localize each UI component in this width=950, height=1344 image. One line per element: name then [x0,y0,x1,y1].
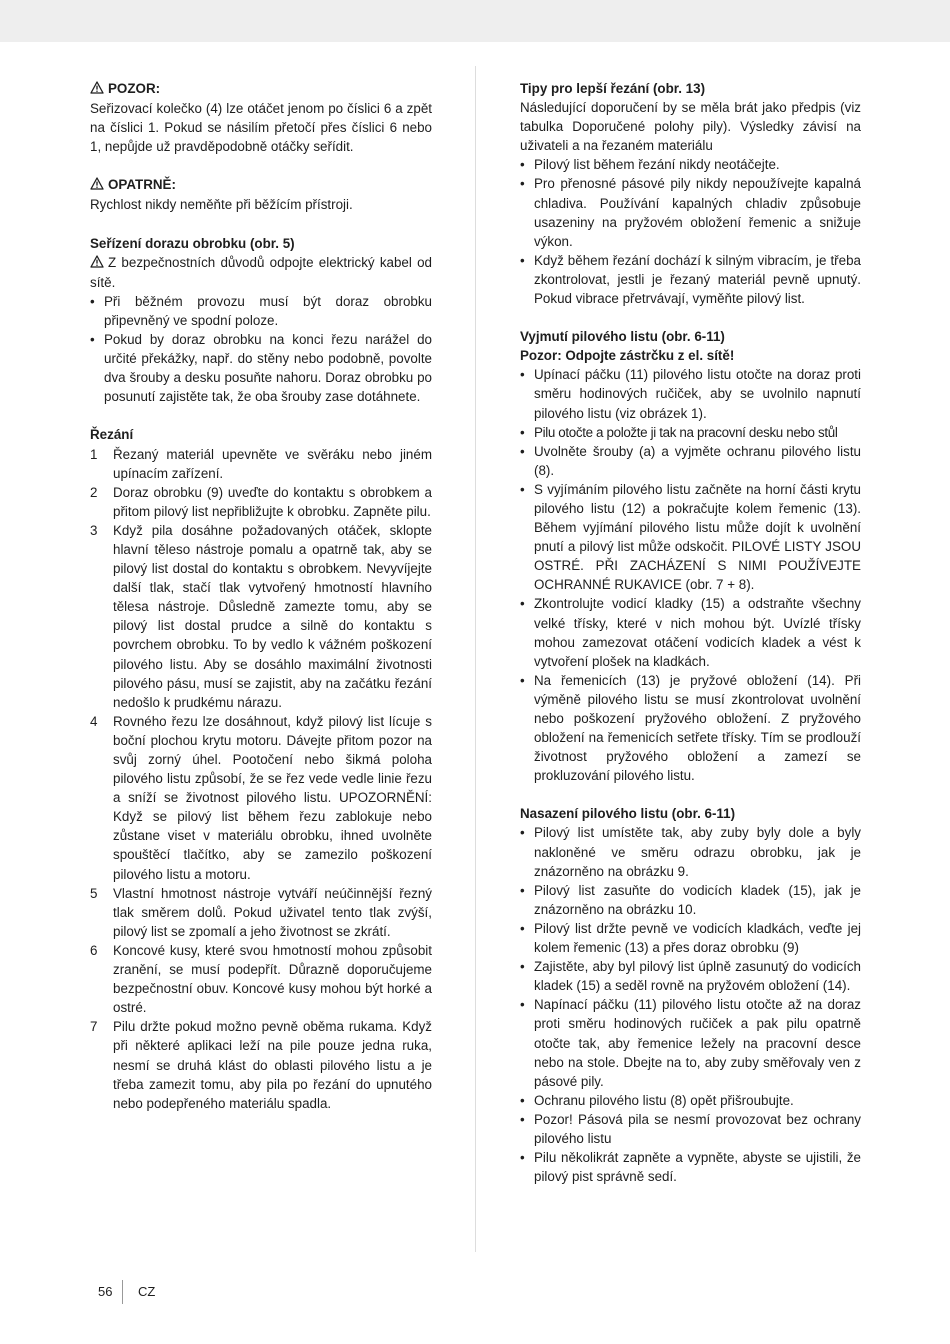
vyjmuti-subheading: Pozor: Odpojte zástrčku z el. sítě! [520,348,735,364]
step-text: Pilu držte pokud možno pevně oběma rukama. Když při některé aplikaci leží na pile pouze jedna ruka, nesmí se druhá klást do oblasti pilového listu a je třeba zamezit tomu, aby pila po řezání do upnutého nebo podepřeného materiálu spadla. [113,1019,432,1111]
step-number: 6 [90,942,98,958]
step-number: 2 [90,484,98,500]
tipy-intro: Následující doporučení by se měla brát jako předpis (viz tabulka Doporučené polohy pily). Výsledky závisí na uživateli a na řezaném materiálu [520,100,861,154]
list-item: • Pilový list zasuňte do vodicích kladek (15), jak je znázorněno na obrázku 10. [520,881,861,919]
list-item [90,941,432,1017]
footer-separator [122,1280,123,1304]
column-divider [475,66,476,1252]
vyjmuti-heading: Vyjmutí pilového listu (obr. 6-11) [520,329,725,345]
step-text: Když pila dosáhne požadovaných otáček, sklopte hlavní těleso nástroje pomalu a opatrně tak, aby se pilový list dostal do kontaktu s obrobkem. Nevyvíjejte další tlak, stačí tlak vytvořený hmotností hlavního tělesa nástroje. Důsledně zamezte tomu, aby se pilový list dostal prudce a silně do kontaktu s povrchem obrobku. To by vedlo k vážném poškození pilového listu. Aby se dosáhlo maximální životnosti pilového pásu, musí se zajistit, aby na začátku řezání nedošlo k prudkému nárazu. [113,522,432,710]
list-item: • Na řemenicích (13) je pryžové obložení (14). Při výměně pilového listu se musí zkontrolovat uvolnění nebo poškození pryžového obložení. Z pryžového obložení na řemenicích setřete třísky. Tím se prodlouží životnost pryžového obložení a zamezí se prokluzování pilového listu. [520,671,861,786]
list-item: • Pilu několikrát zapněte a vypněte, abyste se ujistili, že pilový pist správně sedí. [520,1148,861,1186]
step-text: Rovného řezu lze dosáhnout, když pilový list lícuje s boční plochou krytu motoru. Dávejte přitom pozor na svůj zorný úhel. Pootočení nebo šikmá poloha pilového listu způsobí, že se řez vede vedle linie řezu a sníží se životnost pilového listu. UPOZORNĚNÍ: Když se pilový list během řezu zablokuje nebo zůstane viset v materiálu obrobku, ihned uvolněte spouštěcí tlačítko, aby se zamezilo poškození pilového listu a motoru. [113,713,432,882]
list-item: • Napínací páčku (11) pilového listu otočte až na doraz proti směru hodinových ručiček a pak pilu opatrně otočte tak, aby řemenice ležely na pracovní desce nebo na stole. Dbejte na to, aby zuby směřovaly ven z pásové pily. [520,995,861,1090]
list-item [90,521,432,712]
list-item [90,1017,432,1112]
warning-triangle-icon [90,80,104,99]
warning-triangle-icon [90,254,104,273]
list-item: • Pilu otočte a položte ji tak na pracovní desku nebo stůl [520,423,861,442]
doraz-warning [90,253,432,292]
list-item: • Pozor! Pásová pila se nesmí provozovat bez ochrany pilového listu [520,1110,861,1148]
list-item: • Pilový list umístěte tak, aby zuby byly dole a byly nakloněné ve směru odrazu obrobku, jak je znázorněno na obrázku 9. [520,823,861,880]
pozor-text: Seřizovací kolečko (4) lze otáčet jenom po číslici 6 a zpět na číslici 1. Pokud se násilím přetočí přes číslici 6 nebo 1, nepůjde už pravděpodobně otáčky seřídit. [90,101,432,155]
tipy-list [520,155,861,308]
nasazeni-list [520,823,861,1186]
list-item: • Upínací páčku (11) pilového listu otočte na doraz proti směru hodinových ručiček, aby se uvolnilo napnutí pilového listu (viz obrázek 1). [520,365,861,422]
list-item: • Pro přenosné pásové pily nikdy nepoužívejte kapalná chladiva. Používání kapalných chladiv způsobuje usazeniny na pryžovém obložení řemenic a snižuje výkon. [520,174,861,250]
tipy-heading: Tipy pro lepší řezání (obr. 13) [520,81,706,96]
step-text: Doraz obrobku (9) uveďte do kontaktu s obrobkem a přitom pilový list nepřibližujte k obrobku. Zapněte pilu. [113,484,432,519]
list-item [90,884,432,941]
nasazeni-heading: Nasazení pilového listu (obr. 6-11) [520,806,736,822]
doraz-warning-text: Z bezpečnostních důvodů odpojte elektrický kabel od sítě. [90,254,432,290]
list-item: • Když během řezání dochází k silným vibracím, je třeba zkontrolovat, jestli je řezaný materiál pevně upnutý. Pokud vibrace přetrvávají, vyměňte pilový list. [520,251,861,308]
opatrne-title: OPATRNĚ: [108,177,176,193]
list-item: • S vyjímáním pilového listu začněte na horní části krytu pilového listu (12) a pokračujte kolem řemenic (13). Během vyjímání pilového listu může dojít k uvolnění pnutí a pilový list může odskočit. PILOVÉ LISTY JSOU OSTRÉ. PŘI ZACHÁZENÍ S NIMI POUŽÍVEJTE OCHRANNÉ RUKAVICE (obr. 7 + 8). [520,480,861,595]
opatrne-text: Rychlost nikdy neměňte při běžícím přístroji. [90,197,353,213]
step-text: Řezaný materiál upevněte ve svěráku nebo jiném upínacím zařízení. [113,446,432,481]
step-number: 5 [90,885,98,901]
list-item: • Zkontrolujte vodicí kladky (15) a odstraňte všechny velké třísky, které v nich mohou být. Uvízlé třísky mohou zamezovat otáčení vodicích kladek a vést k vytvoření plošek na kladkách. [520,594,861,670]
rezani-list [90,445,432,1113]
list-item: • Pilový list držte pevně ve vodicích kladkách, veďte jej kolem řemenic (13) a přes doraz obrobku (9) [520,919,861,957]
step-number: 1 [90,446,98,462]
doraz-list [90,292,432,407]
list-item: • Pilový list během řezání nikdy neotáčejte. [520,155,861,174]
list-item: • Pokud by doraz obrobku na konci řezu narážel do určité překážky, např. do stěny nebo podobně, povolte dva šrouby a desku posuňte nahoru. Doraz obrobku po posunutí zajistěte tak, že oba šrouby zase dotáhnete. [90,330,432,406]
top-band [0,0,950,42]
list-item [90,445,432,483]
left-column [90,79,432,1113]
language-code: CZ [138,1284,156,1299]
step-text: Vlastní hmotnost nástroje vytváří neúčinnější řezný tlak směrem dolů. Pokud uživatel tento tlak zvýší, pilový list se zpomalí a jeho životnost se zkrátí. [113,885,432,939]
step-number: 4 [90,713,98,729]
list-item [90,483,432,521]
pozor-title: POZOR: [108,81,161,96]
right-column [520,79,861,1186]
warning-triangle-icon [90,176,104,195]
step-text: Koncové kusy, které svou hmotností mohou způsobit zranění, se musí podepřít. Důrazně doporučujeme bezpečnostní obuv. Koncové kusy mohou být horké a ostré. [113,942,432,1016]
list-item: • Zajistěte, aby byl pilový list úplně zasunutý do vodicích kladek (15) a seděl rovně na pryžovém obložení (14). [520,957,861,995]
list-item: • Uvolněte šrouby (a) a vyjměte ochranu pilového listu (8). [520,442,861,480]
list-item [90,712,432,884]
opatrne-heading [90,175,432,195]
list-item: • Ochranu pilového listu (8) opět přišroubujte. [520,1091,861,1110]
list-item: • Při běžném provozu musí být doraz obrobku připevněný ve spodní poloze. [90,292,432,330]
step-number: 7 [90,1019,98,1035]
vyjmuti-list [520,365,861,785]
doraz-heading: Seřízení dorazu obrobku (obr. 5) [90,235,295,251]
step-number: 3 [90,522,98,538]
rezani-heading: Řezání [90,427,134,443]
pozor-heading [90,79,432,99]
page-number: 56 [98,1284,113,1299]
